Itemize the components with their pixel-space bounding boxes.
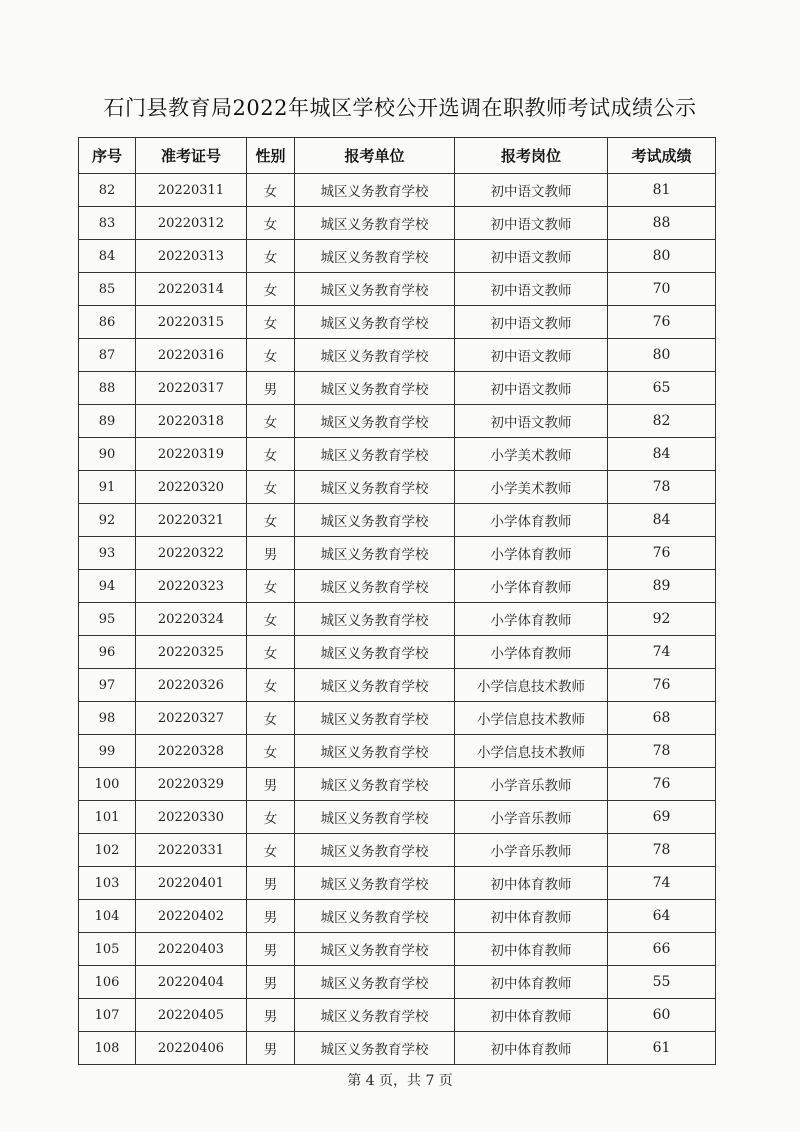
cell-score: 78: [608, 471, 716, 504]
cell-exam-number: 20220314: [136, 273, 247, 306]
cell-gender: 女: [247, 240, 295, 273]
cell-unit: 城区义务教育学校: [295, 801, 455, 834]
cell-gender: 男: [247, 999, 295, 1032]
cell-position: 初中语文教师: [455, 405, 608, 438]
table-row: [79, 702, 716, 735]
cell-index: 95: [79, 603, 136, 636]
cell-unit: 城区义务教育学校: [295, 240, 455, 273]
cell-exam-number: 20220322: [136, 537, 247, 570]
cell-unit: 城区义务教育学校: [295, 933, 455, 966]
table-row: [79, 471, 716, 504]
cell-gender: 女: [247, 702, 295, 735]
cell-index: 87: [79, 339, 136, 372]
cell-exam-number: 20220329: [136, 768, 247, 801]
cell-index: 97: [79, 669, 136, 702]
table-row: [79, 372, 716, 405]
cell-score: 76: [608, 768, 716, 801]
cell-score: 74: [608, 867, 716, 900]
cell-exam-number: 20220319: [136, 438, 247, 471]
cell-unit: 城区义务教育学校: [295, 1032, 455, 1065]
table-row: [79, 273, 716, 306]
cell-unit: 城区义务教育学校: [295, 603, 455, 636]
cell-gender: 女: [247, 570, 295, 603]
cell-unit: 城区义务教育学校: [295, 867, 455, 900]
cell-index: 100: [79, 768, 136, 801]
cell-gender: 男: [247, 900, 295, 933]
page-footer: 第 4 页，共 7 页: [347, 1073, 453, 1089]
table-body: [79, 174, 716, 1065]
cell-position: 初中语文教师: [455, 207, 608, 240]
table-row: [79, 933, 716, 966]
cell-index: 92: [79, 504, 136, 537]
cell-score: 80: [608, 240, 716, 273]
cell-unit: 城区义务教育学校: [295, 405, 455, 438]
table-header-row: [79, 138, 716, 174]
cell-index: 101: [79, 801, 136, 834]
cell-unit: 城区义务教育学校: [295, 570, 455, 603]
cell-position: 小学美术教师: [455, 471, 608, 504]
cell-unit: 城区义务教育学校: [295, 735, 455, 768]
cell-unit: 城区义务教育学校: [295, 438, 455, 471]
cell-score: 76: [608, 306, 716, 339]
cell-unit: 城区义务教育学校: [295, 636, 455, 669]
page-title: 石门县教育局2022年城区学校公开选调在职教师考试成绩公示: [103, 96, 697, 120]
cell-index: 94: [79, 570, 136, 603]
table-row: [79, 801, 716, 834]
cell-index: 103: [79, 867, 136, 900]
cell-exam-number: 20220324: [136, 603, 247, 636]
cell-unit: 城区义务教育学校: [295, 207, 455, 240]
table-row: [79, 834, 716, 867]
cell-score: 70: [608, 273, 716, 306]
cell-index: 93: [79, 537, 136, 570]
header-exam-number: 准考证号: [136, 138, 247, 174]
cell-score: 76: [608, 537, 716, 570]
cell-gender: 女: [247, 801, 295, 834]
cell-unit: 城区义务教育学校: [295, 273, 455, 306]
table-row: [79, 240, 716, 273]
cell-score: 66: [608, 933, 716, 966]
cell-exam-number: 20220330: [136, 801, 247, 834]
cell-index: 84: [79, 240, 136, 273]
table-row: [79, 438, 716, 471]
cell-position: 初中体育教师: [455, 966, 608, 999]
cell-exam-number: 20220317: [136, 372, 247, 405]
cell-score: 81: [608, 174, 716, 207]
cell-unit: 城区义务教育学校: [295, 339, 455, 372]
cell-position: 小学体育教师: [455, 603, 608, 636]
cell-score: 74: [608, 636, 716, 669]
table-row: [79, 504, 716, 537]
cell-index: 88: [79, 372, 136, 405]
cell-exam-number: 20220316: [136, 339, 247, 372]
cell-position: 小学音乐教师: [455, 801, 608, 834]
cell-unit: 城区义务教育学校: [295, 834, 455, 867]
cell-position: 初中语文教师: [455, 240, 608, 273]
cell-exam-number: 20220406: [136, 1032, 247, 1065]
table-row: [79, 669, 716, 702]
table-row: [79, 603, 716, 636]
cell-index: 86: [79, 306, 136, 339]
table-row: [79, 537, 716, 570]
table-row: [79, 768, 716, 801]
cell-gender: 女: [247, 273, 295, 306]
cell-gender: 女: [247, 405, 295, 438]
cell-index: 105: [79, 933, 136, 966]
cell-index: 98: [79, 702, 136, 735]
cell-position: 小学体育教师: [455, 636, 608, 669]
cell-gender: 女: [247, 603, 295, 636]
cell-gender: 女: [247, 339, 295, 372]
cell-score: 88: [608, 207, 716, 240]
cell-position: 小学音乐教师: [455, 768, 608, 801]
cell-position: 初中体育教师: [455, 900, 608, 933]
cell-gender: 女: [247, 504, 295, 537]
header-position: 报考岗位: [455, 138, 608, 174]
cell-index: 82: [79, 174, 136, 207]
table-row: [79, 207, 716, 240]
table-row: [79, 1032, 716, 1065]
cell-gender: 男: [247, 537, 295, 570]
cell-exam-number: 20220320: [136, 471, 247, 504]
cell-exam-number: 20220315: [136, 306, 247, 339]
cell-exam-number: 20220403: [136, 933, 247, 966]
cell-score: 84: [608, 438, 716, 471]
cell-unit: 城区义务教育学校: [295, 306, 455, 339]
cell-position: 小学信息技术教师: [455, 702, 608, 735]
cell-score: 60: [608, 999, 716, 1032]
cell-exam-number: 20220327: [136, 702, 247, 735]
cell-position: 小学音乐教师: [455, 834, 608, 867]
cell-score: 78: [608, 834, 716, 867]
cell-gender: 女: [247, 438, 295, 471]
cell-index: 107: [79, 999, 136, 1032]
cell-exam-number: 20220318: [136, 405, 247, 438]
cell-exam-number: 20220311: [136, 174, 247, 207]
cell-gender: 女: [247, 207, 295, 240]
header-score: 考试成绩: [608, 138, 716, 174]
cell-score: 89: [608, 570, 716, 603]
cell-score: 65: [608, 372, 716, 405]
table-row: [79, 570, 716, 603]
table-row: [79, 339, 716, 372]
cell-position: 小学体育教师: [455, 537, 608, 570]
cell-gender: 男: [247, 1032, 295, 1065]
cell-unit: 城区义务教育学校: [295, 900, 455, 933]
cell-position: 初中语文教师: [455, 306, 608, 339]
table-row: [79, 900, 716, 933]
cell-exam-number: 20220326: [136, 669, 247, 702]
table-row: [79, 966, 716, 999]
cell-score: 84: [608, 504, 716, 537]
cell-gender: 女: [247, 636, 295, 669]
cell-index: 108: [79, 1032, 136, 1065]
cell-index: 99: [79, 735, 136, 768]
cell-exam-number: 20220312: [136, 207, 247, 240]
cell-position: 初中体育教师: [455, 933, 608, 966]
cell-position: 小学美术教师: [455, 438, 608, 471]
cell-unit: 城区义务教育学校: [295, 702, 455, 735]
header-index: 序号: [79, 138, 136, 174]
cell-index: 90: [79, 438, 136, 471]
cell-score: 92: [608, 603, 716, 636]
cell-index: 104: [79, 900, 136, 933]
cell-position: 小学信息技术教师: [455, 735, 608, 768]
cell-index: 96: [79, 636, 136, 669]
cell-score: 69: [608, 801, 716, 834]
cell-gender: 男: [247, 933, 295, 966]
cell-score: 82: [608, 405, 716, 438]
cell-position: 初中语文教师: [455, 372, 608, 405]
header-gender: 性别: [247, 138, 295, 174]
table-row: [79, 999, 716, 1032]
score-table: [78, 137, 716, 1065]
cell-gender: 女: [247, 834, 295, 867]
cell-score: 55: [608, 966, 716, 999]
cell-gender: 男: [247, 372, 295, 405]
cell-score: 68: [608, 702, 716, 735]
cell-index: 106: [79, 966, 136, 999]
cell-position: 初中语文教师: [455, 339, 608, 372]
cell-score: 80: [608, 339, 716, 372]
cell-exam-number: 20220405: [136, 999, 247, 1032]
table-row: [79, 735, 716, 768]
cell-position: 初中语文教师: [455, 174, 608, 207]
cell-exam-number: 20220401: [136, 867, 247, 900]
cell-index: 102: [79, 834, 136, 867]
cell-score: 78: [608, 735, 716, 768]
cell-unit: 城区义务教育学校: [295, 471, 455, 504]
cell-gender: 女: [247, 669, 295, 702]
cell-unit: 城区义务教育学校: [295, 768, 455, 801]
cell-gender: 女: [247, 306, 295, 339]
cell-unit: 城区义务教育学校: [295, 174, 455, 207]
table-row: [79, 405, 716, 438]
cell-gender: 女: [247, 174, 295, 207]
cell-position: 小学体育教师: [455, 504, 608, 537]
cell-unit: 城区义务教育学校: [295, 504, 455, 537]
cell-exam-number: 20220404: [136, 966, 247, 999]
table-row: [79, 174, 716, 207]
cell-position: 初中体育教师: [455, 867, 608, 900]
cell-position: 初中体育教师: [455, 1032, 608, 1065]
cell-index: 89: [79, 405, 136, 438]
cell-unit: 城区义务教育学校: [295, 669, 455, 702]
cell-exam-number: 20220331: [136, 834, 247, 867]
cell-position: 小学信息技术教师: [455, 669, 608, 702]
table-row: [79, 867, 716, 900]
cell-exam-number: 20220325: [136, 636, 247, 669]
cell-index: 91: [79, 471, 136, 504]
cell-gender: 男: [247, 768, 295, 801]
cell-index: 83: [79, 207, 136, 240]
cell-gender: 男: [247, 867, 295, 900]
cell-unit: 城区义务教育学校: [295, 537, 455, 570]
cell-gender: 女: [247, 735, 295, 768]
cell-unit: 城区义务教育学校: [295, 999, 455, 1032]
cell-exam-number: 20220313: [136, 240, 247, 273]
cell-exam-number: 20220323: [136, 570, 247, 603]
cell-score: 76: [608, 669, 716, 702]
cell-exam-number: 20220328: [136, 735, 247, 768]
cell-index: 85: [79, 273, 136, 306]
cell-score: 61: [608, 1032, 716, 1065]
table-row: [79, 636, 716, 669]
table-row: [79, 306, 716, 339]
cell-score: 64: [608, 900, 716, 933]
cell-exam-number: 20220321: [136, 504, 247, 537]
cell-unit: 城区义务教育学校: [295, 966, 455, 999]
cell-gender: 女: [247, 471, 295, 504]
cell-position: 小学体育教师: [455, 570, 608, 603]
cell-exam-number: 20220402: [136, 900, 247, 933]
header-unit: 报考单位: [295, 138, 455, 174]
cell-position: 初中语文教师: [455, 273, 608, 306]
cell-position: 初中体育教师: [455, 999, 608, 1032]
cell-unit: 城区义务教育学校: [295, 372, 455, 405]
cell-gender: 男: [247, 966, 295, 999]
